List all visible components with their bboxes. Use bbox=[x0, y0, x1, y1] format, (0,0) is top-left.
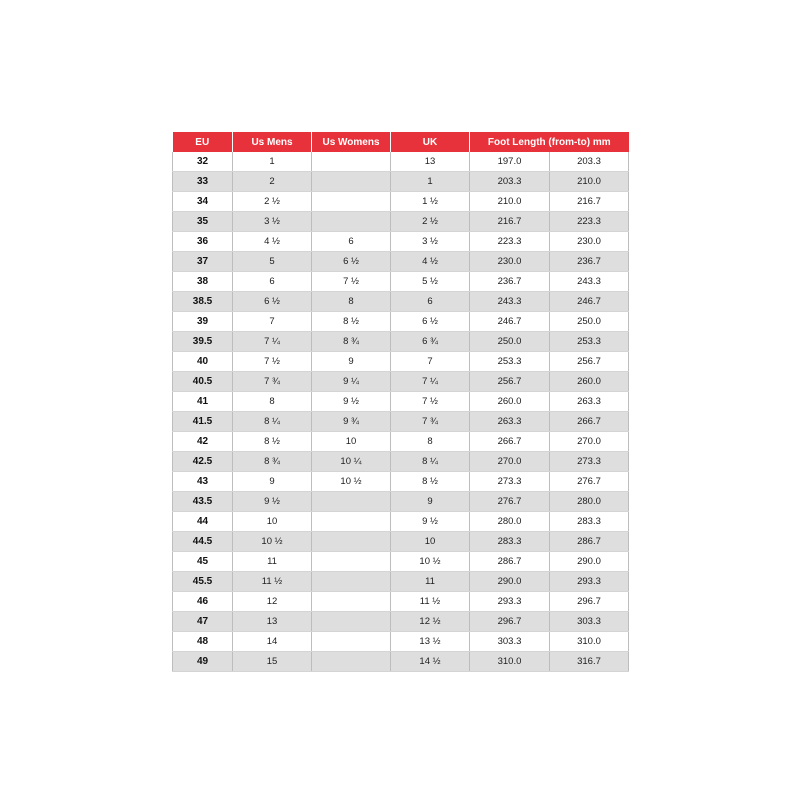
cell-us-mens: 15 bbox=[233, 652, 312, 672]
table-row bbox=[173, 212, 629, 232]
cell-foot-length-from: 243.3 bbox=[470, 292, 550, 312]
cell-us-womens: 8 ½ bbox=[312, 312, 391, 332]
cell-foot-length-to: 286.7 bbox=[550, 532, 629, 552]
table-row bbox=[173, 352, 629, 372]
cell-foot-length-from: 210.0 bbox=[470, 192, 550, 212]
cell-us-womens: 6 ½ bbox=[312, 252, 391, 272]
cell-foot-length-to: 310.0 bbox=[550, 632, 629, 652]
cell-eu: 44.5 bbox=[173, 532, 233, 552]
cell-foot-length-to: 273.3 bbox=[550, 452, 629, 472]
cell-us-mens: 3 ½ bbox=[233, 212, 312, 232]
table-row bbox=[173, 252, 629, 272]
cell-foot-length-to: 253.3 bbox=[550, 332, 629, 352]
cell-us-mens: 9 bbox=[233, 472, 312, 492]
table-row bbox=[173, 552, 629, 572]
cell-us-mens: 13 bbox=[233, 612, 312, 632]
cell-foot-length-from: 256.7 bbox=[470, 372, 550, 392]
header-uk: UK bbox=[391, 132, 470, 152]
cell-uk: 6 ¾ bbox=[391, 332, 470, 352]
cell-foot-length-from: 276.7 bbox=[470, 492, 550, 512]
cell-foot-length-from: 310.0 bbox=[470, 652, 550, 672]
cell-uk: 5 ½ bbox=[391, 272, 470, 292]
cell-us-mens: 8 ¼ bbox=[233, 412, 312, 432]
cell-foot-length-to: 316.7 bbox=[550, 652, 629, 672]
cell-eu: 37 bbox=[173, 252, 233, 272]
cell-eu: 41.5 bbox=[173, 412, 233, 432]
cell-foot-length-from: 263.3 bbox=[470, 412, 550, 432]
cell-foot-length-to: 210.0 bbox=[550, 172, 629, 192]
cell-us-womens bbox=[312, 172, 391, 192]
cell-us-womens: 6 bbox=[312, 232, 391, 252]
cell-us-womens bbox=[312, 212, 391, 232]
cell-us-mens: 8 ½ bbox=[233, 432, 312, 452]
cell-eu: 35 bbox=[173, 212, 233, 232]
cell-us-mens: 6 ½ bbox=[233, 292, 312, 312]
cell-foot-length-from: 280.0 bbox=[470, 512, 550, 532]
cell-us-womens bbox=[312, 492, 391, 512]
cell-uk: 1 bbox=[391, 172, 470, 192]
cell-foot-length-from: 270.0 bbox=[470, 452, 550, 472]
cell-eu: 43 bbox=[173, 472, 233, 492]
cell-foot-length-to: 283.3 bbox=[550, 512, 629, 532]
cell-uk: 2 ½ bbox=[391, 212, 470, 232]
cell-uk: 8 ¼ bbox=[391, 452, 470, 472]
table-row bbox=[173, 312, 629, 332]
cell-uk: 10 bbox=[391, 532, 470, 552]
cell-uk: 11 ½ bbox=[391, 592, 470, 612]
cell-us-mens: 2 ½ bbox=[233, 192, 312, 212]
cell-foot-length-to: 276.7 bbox=[550, 472, 629, 492]
cell-uk: 6 bbox=[391, 292, 470, 312]
cell-foot-length-to: 250.0 bbox=[550, 312, 629, 332]
table-row bbox=[173, 272, 629, 292]
cell-eu: 45 bbox=[173, 552, 233, 572]
cell-eu: 33 bbox=[173, 172, 233, 192]
table-header bbox=[173, 132, 629, 152]
cell-us-mens: 8 ¾ bbox=[233, 452, 312, 472]
cell-us-womens bbox=[312, 192, 391, 212]
table-row bbox=[173, 232, 629, 252]
cell-foot-length-from: 286.7 bbox=[470, 552, 550, 572]
header-eu: EU bbox=[173, 132, 233, 152]
cell-uk: 8 bbox=[391, 432, 470, 452]
cell-foot-length-from: 303.3 bbox=[470, 632, 550, 652]
cell-foot-length-from: 266.7 bbox=[470, 432, 550, 452]
table-row bbox=[173, 152, 629, 172]
cell-us-mens: 14 bbox=[233, 632, 312, 652]
cell-uk: 7 ¼ bbox=[391, 372, 470, 392]
cell-us-mens: 10 ½ bbox=[233, 532, 312, 552]
cell-us-womens bbox=[312, 652, 391, 672]
cell-us-womens: 7 ½ bbox=[312, 272, 391, 292]
cell-foot-length-to: 223.3 bbox=[550, 212, 629, 232]
cell-foot-length-from: 230.0 bbox=[470, 252, 550, 272]
cell-foot-length-from: 253.3 bbox=[470, 352, 550, 372]
cell-us-mens: 10 bbox=[233, 512, 312, 532]
cell-uk: 13 bbox=[391, 152, 470, 172]
cell-eu: 40.5 bbox=[173, 372, 233, 392]
cell-us-womens: 8 ¾ bbox=[312, 332, 391, 352]
cell-us-womens bbox=[312, 512, 391, 532]
cell-foot-length-to: 280.0 bbox=[550, 492, 629, 512]
cell-foot-length-from: 283.3 bbox=[470, 532, 550, 552]
cell-foot-length-from: 290.0 bbox=[470, 572, 550, 592]
cell-foot-length-from: 197.0 bbox=[470, 152, 550, 172]
cell-us-mens: 6 bbox=[233, 272, 312, 292]
cell-us-mens: 7 ¾ bbox=[233, 372, 312, 392]
cell-foot-length-to: 246.7 bbox=[550, 292, 629, 312]
cell-eu: 48 bbox=[173, 632, 233, 652]
cell-eu: 43.5 bbox=[173, 492, 233, 512]
table-row bbox=[173, 392, 629, 412]
cell-eu: 34 bbox=[173, 192, 233, 212]
cell-foot-length-to: 296.7 bbox=[550, 592, 629, 612]
cell-foot-length-to: 243.3 bbox=[550, 272, 629, 292]
cell-foot-length-to: 266.7 bbox=[550, 412, 629, 432]
cell-us-womens: 10 bbox=[312, 432, 391, 452]
table-row bbox=[173, 432, 629, 452]
cell-uk: 9 bbox=[391, 492, 470, 512]
cell-foot-length-from: 246.7 bbox=[470, 312, 550, 332]
cell-foot-length-from: 273.3 bbox=[470, 472, 550, 492]
cell-eu: 49 bbox=[173, 652, 233, 672]
cell-uk: 11 bbox=[391, 572, 470, 592]
cell-uk: 12 ½ bbox=[391, 612, 470, 632]
table-row bbox=[173, 172, 629, 192]
table-row bbox=[173, 592, 629, 612]
cell-foot-length-to: 260.0 bbox=[550, 372, 629, 392]
cell-us-womens: 9 ¾ bbox=[312, 412, 391, 432]
cell-us-womens bbox=[312, 612, 391, 632]
table-row bbox=[173, 572, 629, 592]
cell-us-womens bbox=[312, 532, 391, 552]
cell-us-mens: 4 ½ bbox=[233, 232, 312, 252]
table-row bbox=[173, 192, 629, 212]
cell-uk: 3 ½ bbox=[391, 232, 470, 252]
cell-uk: 6 ½ bbox=[391, 312, 470, 332]
header-foot-length: Foot Length (from-to) mm bbox=[470, 132, 629, 152]
cell-foot-length-to: 263.3 bbox=[550, 392, 629, 412]
cell-us-womens bbox=[312, 592, 391, 612]
cell-foot-length-to: 203.3 bbox=[550, 152, 629, 172]
table-row bbox=[173, 652, 629, 672]
header-us-womens: Us Womens bbox=[312, 132, 391, 152]
cell-eu: 39 bbox=[173, 312, 233, 332]
cell-foot-length-from: 236.7 bbox=[470, 272, 550, 292]
cell-foot-length-to: 270.0 bbox=[550, 432, 629, 452]
cell-uk: 13 ½ bbox=[391, 632, 470, 652]
cell-eu: 45.5 bbox=[173, 572, 233, 592]
table-row bbox=[173, 292, 629, 312]
cell-us-mens: 1 bbox=[233, 152, 312, 172]
cell-uk: 7 bbox=[391, 352, 470, 372]
cell-us-womens: 9 bbox=[312, 352, 391, 372]
cell-us-mens: 7 ½ bbox=[233, 352, 312, 372]
cell-us-mens: 11 bbox=[233, 552, 312, 572]
cell-us-womens bbox=[312, 632, 391, 652]
cell-eu: 38.5 bbox=[173, 292, 233, 312]
table-body bbox=[173, 152, 629, 672]
cell-us-womens: 8 bbox=[312, 292, 391, 312]
cell-foot-length-from: 293.3 bbox=[470, 592, 550, 612]
cell-us-womens: 9 ¼ bbox=[312, 372, 391, 392]
cell-eu: 41 bbox=[173, 392, 233, 412]
cell-us-mens: 11 ½ bbox=[233, 572, 312, 592]
cell-eu: 38 bbox=[173, 272, 233, 292]
table-row bbox=[173, 532, 629, 552]
cell-foot-length-to: 256.7 bbox=[550, 352, 629, 372]
cell-us-womens: 9 ½ bbox=[312, 392, 391, 412]
cell-us-mens: 9 ½ bbox=[233, 492, 312, 512]
cell-us-mens: 8 bbox=[233, 392, 312, 412]
cell-us-womens bbox=[312, 572, 391, 592]
cell-eu: 47 bbox=[173, 612, 233, 632]
cell-uk: 7 ¾ bbox=[391, 412, 470, 432]
cell-eu: 36 bbox=[173, 232, 233, 252]
cell-foot-length-from: 260.0 bbox=[470, 392, 550, 412]
cell-foot-length-from: 250.0 bbox=[470, 332, 550, 352]
cell-eu: 42.5 bbox=[173, 452, 233, 472]
table-row bbox=[173, 512, 629, 532]
cell-us-womens bbox=[312, 152, 391, 172]
cell-foot-length-to: 236.7 bbox=[550, 252, 629, 272]
cell-foot-length-to: 293.3 bbox=[550, 572, 629, 592]
cell-foot-length-from: 223.3 bbox=[470, 232, 550, 252]
cell-us-mens: 7 bbox=[233, 312, 312, 332]
cell-us-mens: 12 bbox=[233, 592, 312, 612]
cell-foot-length-to: 290.0 bbox=[550, 552, 629, 572]
cell-uk: 9 ½ bbox=[391, 512, 470, 532]
table-row bbox=[173, 372, 629, 392]
cell-eu: 39.5 bbox=[173, 332, 233, 352]
cell-us-mens: 5 bbox=[233, 252, 312, 272]
table-row bbox=[173, 612, 629, 632]
table-row bbox=[173, 472, 629, 492]
table-row bbox=[173, 332, 629, 352]
cell-foot-length-from: 296.7 bbox=[470, 612, 550, 632]
cell-eu: 40 bbox=[173, 352, 233, 372]
table-row bbox=[173, 452, 629, 472]
cell-foot-length-to: 216.7 bbox=[550, 192, 629, 212]
header-row bbox=[173, 132, 629, 152]
header-us-mens: Us Mens bbox=[233, 132, 312, 152]
cell-eu: 46 bbox=[173, 592, 233, 612]
cell-foot-length-to: 230.0 bbox=[550, 232, 629, 252]
table-row bbox=[173, 492, 629, 512]
cell-us-womens bbox=[312, 552, 391, 572]
cell-eu: 32 bbox=[173, 152, 233, 172]
table-row bbox=[173, 632, 629, 652]
cell-uk: 4 ½ bbox=[391, 252, 470, 272]
cell-foot-length-to: 303.3 bbox=[550, 612, 629, 632]
size-chart-table bbox=[172, 132, 629, 672]
cell-us-mens: 2 bbox=[233, 172, 312, 192]
cell-uk: 14 ½ bbox=[391, 652, 470, 672]
cell-eu: 42 bbox=[173, 432, 233, 452]
cell-foot-length-from: 216.7 bbox=[470, 212, 550, 232]
cell-us-womens: 10 ½ bbox=[312, 472, 391, 492]
cell-uk: 8 ½ bbox=[391, 472, 470, 492]
cell-foot-length-from: 203.3 bbox=[470, 172, 550, 192]
cell-us-womens: 10 ¼ bbox=[312, 452, 391, 472]
table-row bbox=[173, 412, 629, 432]
cell-us-mens: 7 ¼ bbox=[233, 332, 312, 352]
cell-uk: 7 ½ bbox=[391, 392, 470, 412]
cell-uk: 1 ½ bbox=[391, 192, 470, 212]
cell-uk: 10 ½ bbox=[391, 552, 470, 572]
cell-eu: 44 bbox=[173, 512, 233, 532]
